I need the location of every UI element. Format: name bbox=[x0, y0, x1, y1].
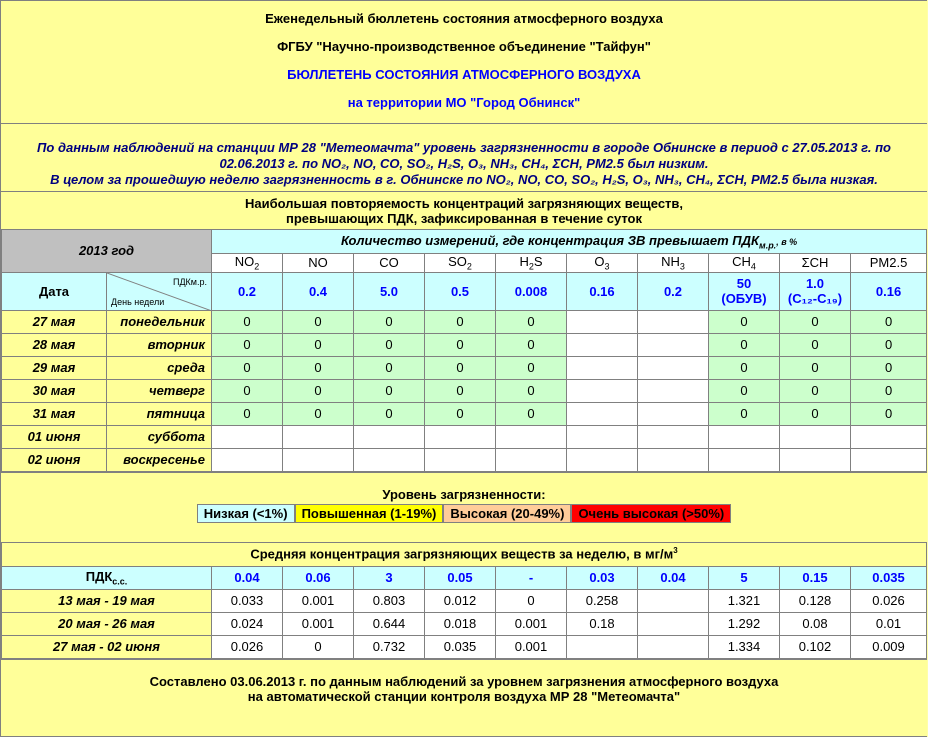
row-value: 0 bbox=[425, 356, 496, 379]
row-value bbox=[638, 356, 709, 379]
header-line-2: ФГБУ "Научно-производственное объединение "Тайфун" bbox=[277, 39, 651, 54]
table-row bbox=[2, 379, 927, 402]
row-date: 01 июня bbox=[2, 425, 107, 448]
pdk-mr-number: 0.16 bbox=[589, 283, 615, 299]
row-value: 0.128 bbox=[780, 589, 851, 612]
table-row bbox=[2, 402, 927, 425]
row-value: 0 bbox=[425, 379, 496, 402]
pdk-mr-number: 1.0 bbox=[805, 276, 825, 292]
row-value: 0 bbox=[212, 310, 283, 333]
row-value bbox=[638, 612, 709, 635]
pollutant-header-2 bbox=[354, 254, 425, 273]
row-value: 0 bbox=[780, 356, 851, 379]
pollutant-base: O bbox=[594, 254, 605, 269]
row-value: 0.026 bbox=[851, 589, 927, 612]
pdk-ch4-note: (ОБУВ) bbox=[721, 291, 767, 307]
table-row bbox=[2, 635, 927, 658]
row-value: 0 bbox=[212, 333, 283, 356]
row-weekday: суббота bbox=[107, 425, 212, 448]
row-value: 0.009 bbox=[851, 635, 927, 658]
row-value bbox=[780, 448, 851, 471]
row-value bbox=[709, 448, 780, 471]
row-value bbox=[851, 425, 927, 448]
row-value bbox=[638, 635, 709, 658]
pdk-sch-note: (C₁₂-C₁₉) bbox=[787, 291, 843, 307]
row-value bbox=[212, 425, 283, 448]
year-cell: 2013 год bbox=[2, 230, 212, 273]
pollutant-tail: S bbox=[533, 254, 543, 269]
row-value: 0.102 bbox=[780, 635, 851, 658]
pollutant-header-9 bbox=[851, 254, 927, 273]
pollutant-base: NO bbox=[308, 255, 328, 271]
footer-line-2: на автоматической станции контроля воздуха МР 28 "Метеомачта" bbox=[247, 688, 681, 704]
row-value bbox=[567, 402, 638, 425]
row-value: 1.321 bbox=[709, 589, 780, 612]
row-value: 0 bbox=[851, 379, 927, 402]
pdk-ss-sub: с.с. bbox=[112, 576, 128, 587]
row-value bbox=[638, 379, 709, 402]
table-row bbox=[2, 589, 927, 612]
table-row bbox=[2, 448, 927, 471]
pdk-ss-value-0: 0.04 bbox=[212, 566, 283, 589]
row-value: 0 bbox=[354, 310, 425, 333]
row-value: 0.035 bbox=[425, 635, 496, 658]
row-date: 02 июня bbox=[2, 448, 107, 471]
pollutant-sub: 2 bbox=[466, 261, 472, 272]
pdk-mr-number: 5.0 bbox=[379, 283, 399, 299]
row-value: 0 bbox=[283, 635, 354, 658]
row-date: 31 мая bbox=[2, 402, 107, 425]
count-header bbox=[212, 230, 927, 254]
row-value bbox=[496, 425, 567, 448]
legend-item-3: Очень высокая (>50%) bbox=[571, 504, 731, 523]
row-weekday: понедельник bbox=[107, 310, 212, 333]
row-value: 0 bbox=[851, 333, 927, 356]
row-weekday: воскресенье bbox=[107, 448, 212, 471]
table-row bbox=[2, 310, 927, 333]
row-value bbox=[354, 448, 425, 471]
row-value: 0 bbox=[780, 310, 851, 333]
row-value: 0 bbox=[283, 356, 354, 379]
footer-line-1: Составлено 03.06.2013 г. по данным наблюдений за уровнем загрязнения атмосферного воздуха bbox=[149, 673, 779, 689]
row-value bbox=[851, 448, 927, 471]
pdk-mr-value-2 bbox=[354, 272, 425, 310]
pdk-mr-value-9 bbox=[851, 272, 927, 310]
pollutant-sub: 2 bbox=[528, 261, 534, 272]
row-value: 0 bbox=[354, 356, 425, 379]
row-value bbox=[567, 379, 638, 402]
pollutant-header-4 bbox=[496, 254, 567, 273]
row-value bbox=[567, 310, 638, 333]
pdk-mr-number: 0.2 bbox=[663, 283, 683, 299]
row-value bbox=[567, 635, 638, 658]
pdk-mr-number: 0.5 bbox=[450, 283, 470, 299]
pdk-mr-value-7 bbox=[709, 272, 780, 310]
average-title-sup: 3 bbox=[673, 546, 678, 556]
row-value: 0 bbox=[354, 402, 425, 425]
intro-line-3: В целом за прошедшую неделю загрязненность в г. Обнинске по NO₂, NO, CO, SO₂, H₂S, O₃, NH₃, CH₄, ΣCH, PM2.5 была низкая. bbox=[50, 172, 878, 187]
footer bbox=[1, 659, 927, 725]
row-value: 0.026 bbox=[212, 635, 283, 658]
table-row bbox=[2, 425, 927, 448]
pollutant-sub: 3 bbox=[679, 261, 685, 272]
row-value bbox=[212, 448, 283, 471]
pdk-mr-label: ПДКм.р. bbox=[172, 276, 207, 287]
pollutant-header-1 bbox=[283, 254, 354, 273]
row-value: 0 bbox=[212, 402, 283, 425]
row-value: 0 bbox=[283, 333, 354, 356]
row-value: 0 bbox=[709, 356, 780, 379]
weekday-label: День недели bbox=[111, 296, 165, 307]
pollutant-base: ΣCH bbox=[801, 255, 829, 271]
row-value: 0 bbox=[851, 402, 927, 425]
row-value bbox=[425, 425, 496, 448]
row-value: 0 bbox=[425, 310, 496, 333]
row-value bbox=[638, 425, 709, 448]
pdk-mr-value-1 bbox=[283, 272, 354, 310]
pdk-ss-label bbox=[2, 566, 212, 589]
average-title bbox=[2, 542, 927, 566]
header-line-3: БЮЛЛЕТЕНЬ СОСТОЯНИЯ АТМОСФЕРНОГО ВОЗДУХА bbox=[287, 67, 641, 82]
pdk-ss-value-9: 0.035 bbox=[851, 566, 927, 589]
row-value: 0 bbox=[780, 333, 851, 356]
row-value: 0.803 bbox=[354, 589, 425, 612]
freq-title bbox=[1, 191, 927, 229]
row-value: 0 bbox=[780, 379, 851, 402]
row-value bbox=[567, 425, 638, 448]
row-value: 0.033 bbox=[212, 589, 283, 612]
row-value bbox=[638, 310, 709, 333]
row-value: 0.001 bbox=[496, 635, 567, 658]
header bbox=[1, 1, 927, 123]
pdk-mr-value-0 bbox=[212, 272, 283, 310]
row-weekday: среда bbox=[107, 356, 212, 379]
pollutant-header-6 bbox=[638, 254, 709, 273]
header-line-1: Еженедельный бюллетень состояния атмосферного воздуха bbox=[265, 11, 663, 26]
pdk-mr-number: 0.4 bbox=[308, 283, 328, 299]
pdk-mr-number: 0.16 bbox=[875, 283, 902, 299]
row-date: 29 мая bbox=[2, 356, 107, 379]
row-date: 28 мая bbox=[2, 333, 107, 356]
row-value: 0 bbox=[425, 333, 496, 356]
intro-line-2: 02.06.2013 г. по NO₂, NO, CO, SO₂, H₂S, O₃, NH₃, CH₄, ΣCH, PM2.5 был низким. bbox=[219, 156, 709, 171]
intro-line-1: По данным наблюдений на станции МР 28 "Метеомачта" уровень загрязненности в городе Обнинске в период с 27.05.2013 г. по bbox=[37, 140, 891, 155]
row-value: 0.001 bbox=[496, 612, 567, 635]
row-value: 0 bbox=[354, 333, 425, 356]
row-value: 0.018 bbox=[425, 612, 496, 635]
row-value: 0 bbox=[851, 310, 927, 333]
exceedance-table bbox=[1, 229, 927, 472]
pollutant-sub: 4 bbox=[750, 261, 756, 272]
pdk-mr-number: 0.2 bbox=[237, 283, 257, 299]
row-value bbox=[567, 333, 638, 356]
date-label: Дата bbox=[2, 272, 107, 310]
row-value bbox=[425, 448, 496, 471]
pollutant-base: SO bbox=[448, 254, 467, 269]
row-value: 0 bbox=[212, 379, 283, 402]
row-value bbox=[780, 425, 851, 448]
pollutant-base: CH bbox=[732, 254, 751, 269]
pdk-mr-value-3 bbox=[425, 272, 496, 310]
legend-item-2: Высокая (20-49%) bbox=[443, 504, 571, 523]
row-value: 0 bbox=[709, 333, 780, 356]
pdk-ss-value-5: 0.03 bbox=[567, 566, 638, 589]
row-value: 0.001 bbox=[283, 589, 354, 612]
row-value: 0 bbox=[496, 589, 567, 612]
row-value: 0 bbox=[425, 402, 496, 425]
pollutant-header-0 bbox=[212, 254, 283, 273]
row-value bbox=[638, 402, 709, 425]
row-value: 0 bbox=[780, 402, 851, 425]
legend-item-0: Низкая (<1%) bbox=[197, 504, 295, 523]
pdk-ss-text: ПДК bbox=[85, 568, 113, 584]
pollutant-header-5 bbox=[567, 254, 638, 273]
pdk-mr-value-6 bbox=[638, 272, 709, 310]
pollutant-header-7 bbox=[709, 254, 780, 273]
row-value bbox=[567, 448, 638, 471]
header-line-4: на территории МО "Город Обнинск" bbox=[347, 95, 581, 110]
row-value: 0 bbox=[496, 379, 567, 402]
row-period: 13 мая - 19 мая bbox=[2, 589, 212, 612]
pollutant-base: CO bbox=[379, 255, 399, 271]
pollutant-header-3 bbox=[425, 254, 496, 273]
pollutant-sub: 2 bbox=[254, 261, 260, 272]
row-value: 0.012 bbox=[425, 589, 496, 612]
legend-items bbox=[1, 504, 927, 523]
row-date: 30 мая bbox=[2, 379, 107, 402]
row-weekday: пятница bbox=[107, 402, 212, 425]
pdk-ss-value-8: 0.15 bbox=[780, 566, 851, 589]
freq-title-line-1: Наибольшая повторяемость концентраций загрязняющих веществ, bbox=[244, 196, 684, 211]
row-value: 0 bbox=[283, 379, 354, 402]
count-header-suffix: , в % bbox=[776, 236, 798, 247]
row-value bbox=[283, 425, 354, 448]
row-value: 0.732 bbox=[354, 635, 425, 658]
table-row bbox=[2, 612, 927, 635]
count-header-sub: м.р. bbox=[759, 240, 777, 251]
row-value: 0 bbox=[709, 402, 780, 425]
pollutant-sub: 3 bbox=[604, 261, 610, 272]
row-value: 0.001 bbox=[283, 612, 354, 635]
pdk-mr-value-5 bbox=[567, 272, 638, 310]
row-value: 0.01 bbox=[851, 612, 927, 635]
table-row bbox=[2, 333, 927, 356]
row-period: 20 мая - 26 мая bbox=[2, 612, 212, 635]
row-value: 0 bbox=[496, 402, 567, 425]
row-value: 1.292 bbox=[709, 612, 780, 635]
row-weekday: четверг bbox=[107, 379, 212, 402]
row-value bbox=[638, 448, 709, 471]
row-value: 0.258 bbox=[567, 589, 638, 612]
row-date: 27 мая bbox=[2, 310, 107, 333]
pollutant-base: NH bbox=[661, 254, 680, 269]
row-value: 0 bbox=[283, 402, 354, 425]
row-value: 0 bbox=[709, 379, 780, 402]
row-value: 0 bbox=[354, 379, 425, 402]
pollutant-header-8 bbox=[780, 254, 851, 273]
pdk-ss-value-7: 5 bbox=[709, 566, 780, 589]
row-value: 0.18 bbox=[567, 612, 638, 635]
pollutant-base: NO bbox=[234, 254, 255, 269]
table-row bbox=[2, 356, 927, 379]
pdk-ss-value-6: 0.04 bbox=[638, 566, 709, 589]
pdk-ss-value-4: - bbox=[496, 566, 567, 589]
row-value: 0 bbox=[283, 310, 354, 333]
freq-title-line-2: превышающих ПДК, зафиксированная в течение суток bbox=[286, 211, 642, 226]
count-header-text: Количество измерений, где концентрация ЗВ превышает ПДК bbox=[340, 232, 760, 248]
row-value: 0 bbox=[496, 356, 567, 379]
row-value: 0.644 bbox=[354, 612, 425, 635]
pdk-weekday-header bbox=[107, 272, 212, 310]
pollutant-base: H bbox=[519, 254, 529, 269]
row-value bbox=[638, 333, 709, 356]
average-table bbox=[1, 542, 927, 659]
row-period: 27 мая - 02 июня bbox=[2, 635, 212, 658]
row-value bbox=[709, 425, 780, 448]
row-value: 0 bbox=[496, 310, 567, 333]
intro-block bbox=[1, 123, 927, 191]
pdk-ss-value-3: 0.05 bbox=[425, 566, 496, 589]
row-value: 0 bbox=[709, 310, 780, 333]
row-value: 1.334 bbox=[709, 635, 780, 658]
legend-title: Уровень загрязненности: bbox=[382, 486, 546, 502]
pdk-mr-value-8 bbox=[780, 272, 851, 310]
row-value bbox=[283, 448, 354, 471]
row-value: 0.024 bbox=[212, 612, 283, 635]
pdk-mr-number: 0.008 bbox=[514, 283, 548, 299]
legend-item-1: Повышенная (1-19%) bbox=[295, 504, 444, 523]
pollutant-base: PM2.5 bbox=[869, 255, 908, 271]
row-weekday: вторник bbox=[107, 333, 212, 356]
row-value: 0 bbox=[212, 356, 283, 379]
row-value bbox=[567, 356, 638, 379]
row-value bbox=[354, 425, 425, 448]
pdk-mr-value-4 bbox=[496, 272, 567, 310]
average-title-text: Средняя концентрация загрязняющих веществ за неделю, в мг/м bbox=[250, 546, 674, 562]
row-value: 0.08 bbox=[780, 612, 851, 635]
row-value bbox=[638, 589, 709, 612]
row-value: 0 bbox=[496, 333, 567, 356]
pdk-ss-value-1: 0.06 bbox=[283, 566, 354, 589]
pdk-mr-number: 50 bbox=[736, 276, 752, 292]
legend-block bbox=[1, 472, 927, 542]
row-value: 0 bbox=[851, 356, 927, 379]
row-value bbox=[496, 448, 567, 471]
pdk-ss-value-2: 3 bbox=[354, 566, 425, 589]
